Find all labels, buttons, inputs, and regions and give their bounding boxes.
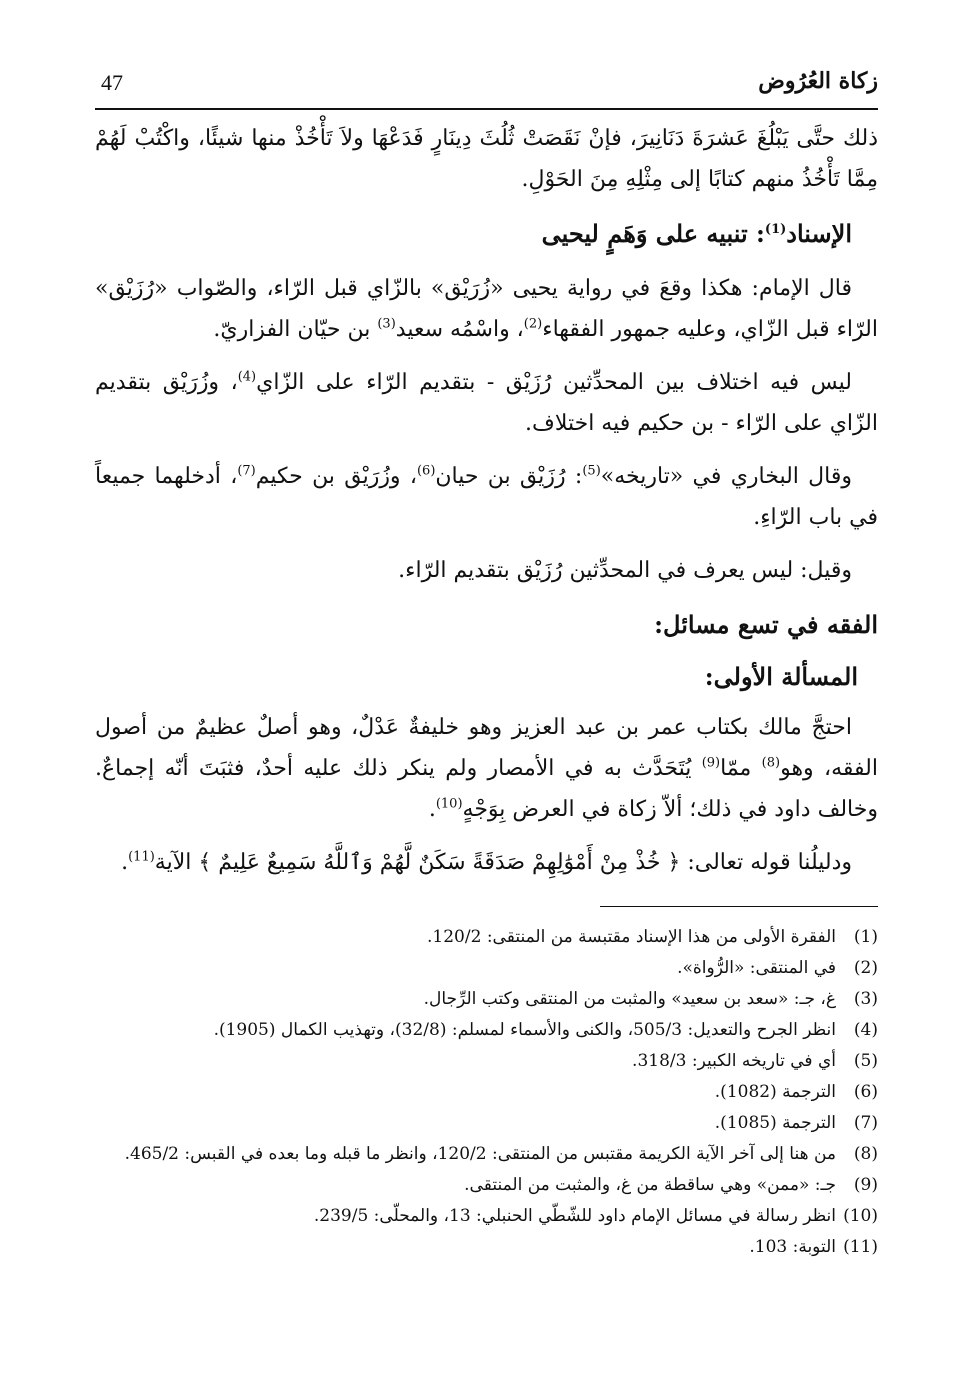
footnote-number: (8) bbox=[853, 1144, 878, 1164]
footnote-number: (2) bbox=[853, 958, 878, 978]
fiqh-heading: الفقه في تسع مسائل: bbox=[654, 610, 878, 639]
footnote-ref: (10) bbox=[435, 796, 463, 812]
footnote-ref: (6) bbox=[416, 463, 436, 479]
footnote-ref: (3) bbox=[377, 316, 396, 332]
footnote-number: (1) bbox=[853, 927, 878, 947]
footnote-text: أي في تاريخه الكبير: 318/3. bbox=[632, 1051, 836, 1071]
footnote-ref: (5) bbox=[582, 463, 601, 479]
footnote bbox=[95, 1015, 878, 1046]
footnote bbox=[95, 1201, 878, 1232]
main-text bbox=[95, 118, 878, 895]
masala-heading: المسألة الأولى: bbox=[704, 662, 858, 691]
footnote-ref: (8) bbox=[761, 755, 781, 771]
footnote-text: انظر الجرح والتعديل: 505/3، والكنى والأسماء لمسلم: (32/8)، وتهذيب الكمال (1905). bbox=[213, 1020, 836, 1040]
footnote-ref: (4) bbox=[237, 369, 257, 385]
footnote-text: غ، جـ: «سعد بن سعيد» والمثبت من المنتقى وكتب الرِّجال. bbox=[423, 989, 836, 1009]
paragraph-bukhari: وقال البخاري في «تاريخه»$^{(5)}$: رُزَيْق بن حيان$^{(6)}$، وزُرَيْق بن حكيم$^{(7)}$، أدخلهما جميعاً في باب الرّاءِ. bbox=[95, 463, 878, 530]
footnote bbox=[95, 1108, 878, 1139]
page-number: 47 bbox=[101, 70, 123, 95]
footnote bbox=[95, 1170, 878, 1201]
footnote bbox=[95, 1046, 878, 1077]
footnote-text: من هنا إلى آخر الآية الكريمة مقتبس من المنتقى: 120/2، وانظر ما قبله وما بعده في القبس: 465/2. bbox=[124, 1144, 836, 1164]
footnote-ref: (7) bbox=[237, 463, 256, 479]
footnote-number: (10) bbox=[843, 1206, 878, 1226]
paragraph-ikhtilaf: ليس فيه اختلاف بين المحدِّثين رُزَيْق - بتقديم الرّاء على الزّاي$^{(4)}$، وزُرَيْق بتقديم الزّاي على الرّاء - بن حكيم فيه اختلاف. bbox=[95, 369, 878, 436]
page-header bbox=[95, 68, 878, 108]
footnote bbox=[95, 922, 878, 953]
footnote-number: (5) bbox=[853, 1051, 878, 1071]
footnote-text: انظر رسالة في مسائل الإمام داود للشّطّي الحنبلي: 13، والمحلّى: 239/5. bbox=[313, 1206, 836, 1226]
isnad-heading: الإسناد$^{(1)}$: تنبيه على وَهَمٍ ليحيى bbox=[541, 219, 852, 248]
footnote-number: (6) bbox=[853, 1082, 878, 1102]
footnote-number: (11) bbox=[843, 1237, 878, 1257]
footnote-ref: (11) bbox=[128, 849, 155, 865]
footnote-ref: (9) bbox=[701, 755, 721, 771]
footnote bbox=[95, 1139, 878, 1170]
footnote bbox=[95, 953, 878, 984]
paragraph-qila: وقيل: ليس يعرف في المحدِّثين رُزَيْق بتقديم الرّاء. bbox=[398, 558, 852, 583]
header-rule bbox=[95, 108, 878, 110]
footnotes bbox=[95, 922, 878, 1263]
footnote-text: الترجمة (1085). bbox=[714, 1113, 836, 1133]
running-title: زكاة العُرُوض bbox=[758, 68, 878, 94]
footnote-number: (7) bbox=[853, 1113, 878, 1133]
footnote-number: (9) bbox=[853, 1175, 878, 1195]
footnote-ref: (2) bbox=[523, 316, 543, 332]
footnote-text: جـ: «ممن» وهي ساقطة من غ، والمثبت من المنتقى. bbox=[464, 1175, 836, 1195]
footnote-rule bbox=[600, 906, 878, 907]
paragraph-ihtajja: احتجَّ مالك بكتاب عمر بن عبد العزيز وهو خليفةٌ عَدْلٌ، وهو أصلٌ عظيمٌ من أصول الفقه، وهو$^{(8)}$ ممّا$^{(9)}$ يُتَحَدَّث به في الأمصار ولم ينكر ذلك عليه أحدٌ، فثبَتَ أنّه إجماعٌ. وخالف داود في ذلك؛ ألاّ زكاة في العرض بِوَجْهٍ$^{(10)}$. bbox=[95, 715, 878, 822]
footnote-number: (3) bbox=[853, 989, 878, 1009]
footnote-text: الترجمة (1082). bbox=[714, 1082, 836, 1102]
footnote-ref: (1) bbox=[764, 222, 787, 237]
paragraph-imam: قال الإمام: هكذا وقعَ في رواية يحيى «زُرَيْق» بالزّاي قبل الرّاء، والصّواب «رُزَيْق» الرّاء قبل الزّاي، وعليه جمهور الفقهاء$^{(2)}$، واسْمُه سعيد$^{(3)}$ بن حيّان الفزاريّ. bbox=[95, 276, 878, 342]
paragraph-continuation: ذلك حتَّى يَبْلُغَ عَشرَةَ دَنَانِيرَ، فإنْ نَقَصَتْ ثُلُثَ دِينَارٍ فَدَعْهَا ولاَ تَأْخُذْ منها شيئًا، واكْتُبْ لَهُمْ مِمَّا تَأْخُذُ منهم كتابًا إلى مِثْلِهِ مِنَ الحَوْلِ. bbox=[95, 126, 878, 192]
footnote bbox=[95, 1077, 878, 1108]
footnote-number: (4) bbox=[853, 1020, 878, 1040]
footnote-text: التوبة: 103. bbox=[749, 1237, 836, 1257]
footnote-text: الفقرة الأولى من هذا الإسناد مقتبسة من المنتقى: 120/2. bbox=[427, 927, 836, 947]
footnote-text: في المنتقى: «الرُّواة». bbox=[677, 958, 836, 978]
footnote bbox=[95, 1232, 878, 1263]
footnote bbox=[95, 984, 878, 1015]
paragraph-dalil: ودليلُنا قوله تعالى: ﴿ خُذْ مِنْ أَمْوَٰلِهِمْ صَدَقَةً سَكَنٌ لَّهُمْ وَٱللَّهُ سَمِيعٌ عَلِيمٌ ﴾ الآية$^{(11)}$. bbox=[121, 849, 852, 875]
